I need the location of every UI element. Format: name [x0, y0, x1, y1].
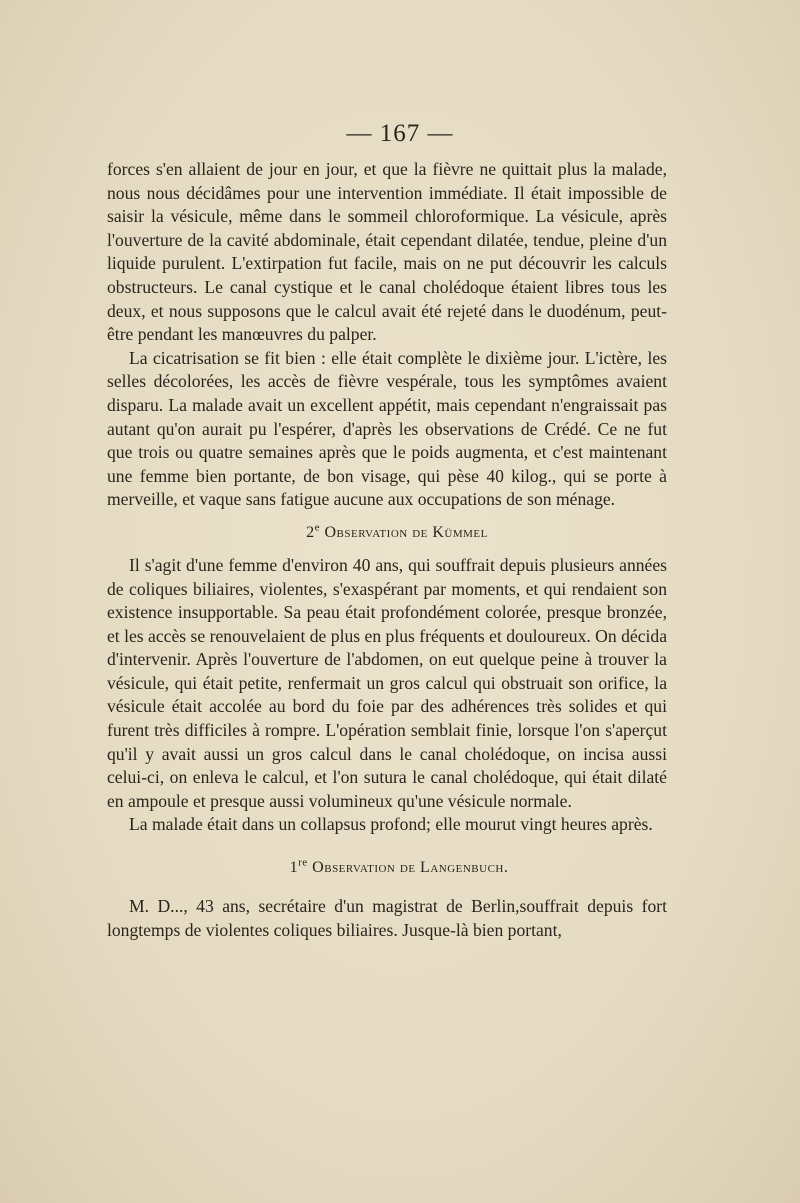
heading-ordinal-suffix: re — [298, 856, 308, 869]
heading-ordinal-suffix: e — [314, 521, 320, 534]
paragraph-cicatrisation: La cicatrisation se fit bien : elle était complète le dixième jour. L'ictère, les selles décolorées, les accès de fièvre vespérale, tous les symptômes avaient disparu. La malade avait un excellent appétit, mais cependant n'engraissait pas autant qu'on aurait pu l'espérer, d'après les observations de Crédé. Ce ne fut que trois ou quatre semaines après que le poids augmenta, et c'est maintenant une femme bien portante, de bon visage, qui pèse 40 kilog., qui se porte à merveille, et vaque sans fatigue aucune aux occupations de son ménage. — [107, 347, 667, 510]
paragraph-case-langenbuch: M. D..., 43 ans, secrétaire d'un magistrat de Berlin,souffrait depuis fort longtemps de violentes coliques biliaires. Jusque-là bien portant, — [107, 896, 667, 940]
page-number: — 167 — — [346, 120, 454, 147]
paragraph-case-kummel: Il s'agit d'une femme d'environ 40 ans, qui souffrait depuis plusieurs années de coliques biliaires, violentes, s'exaspérant par moments, et qui rendaient son existence insupportable. Sa peau était profondément colorée, presque bronzée, et les accès se renouvelaient de plus en plus fréquents et douloureux. On décida d'intervenir. Après l'ouverture de l'abdomen, on eut quelque peine à trouver la vésicule, qui était petite, renfermait un gros calcul qui obstruait son orifice, la vésicule était accolée au bord du foie par des adhérences très solides et qui furent très difficiles à rompre. L'opération semblait finie, lorsque l'on s'aperçut qu'il y avait aussi un gros calcul dans le canal cholédoque, on incisa aussi celui-ci, on enleva le calcul, et l'on sutura le canal cholédoque, qui était dilaté en ampoule et presque aussi volumineux qu'une vésicule normale. — [107, 554, 667, 811]
section-heading-langenbuch — [107, 857, 667, 879]
heading-ordinal: 2 — [306, 523, 315, 541]
heading-ordinal: 1 — [289, 859, 299, 877]
paragraph-outcome: La malade était dans un collapsus profond; elle mourut vingt heures après. — [129, 814, 653, 835]
section-heading-kummel — [107, 522, 667, 544]
page-body — [107, 158, 667, 942]
paragraph-continuation: forces s'en allaient de jour en jour, et que la fièvre ne quittait plus la malade, nous nous décidâmes pour une intervention immédiate. Il était impossible de saisir la vésicule, même dans le sommeil chloroformique. La vésicule, après l'ouverture de la cavité abdominale, était cependant dilatée, tendue, pleine d'un liquide purulent. L'extirpation fut facile, mais on ne put découvrir les calculs obstructeurs. Le canal cystique et le canal cholédoque étaient libres tous les deux, et nous supposons que le calcul avait été rejeté dans le duodénum, peut-être pendant les manœuvres du palper. — [107, 159, 667, 345]
heading-title: Observation de Langenbuch. — [312, 859, 509, 877]
heading-title: Observation de Kümmel — [324, 523, 488, 541]
